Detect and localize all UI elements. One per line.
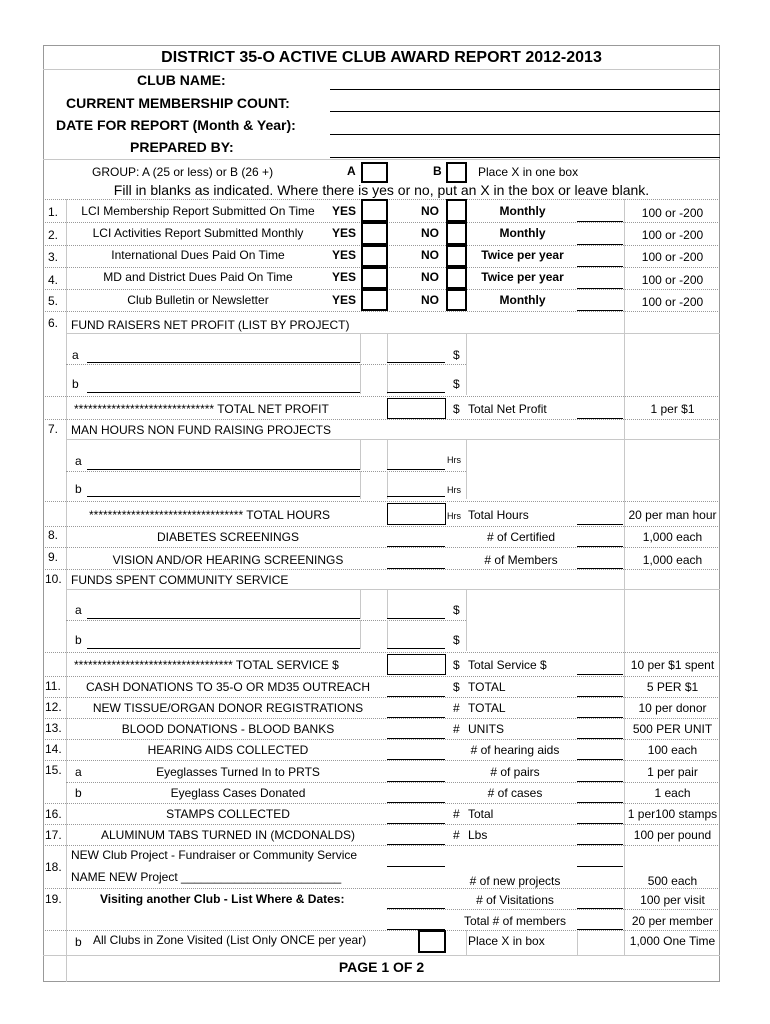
sub-label: a xyxy=(75,454,82,468)
points-value: 20 per member xyxy=(631,914,714,928)
item-label: All Clubs in Zone Visited (List Only ONCE per year) xyxy=(93,933,367,947)
hours-field[interactable] xyxy=(387,496,445,497)
unit-label: Hrs xyxy=(447,485,461,495)
prepared-by-field[interactable] xyxy=(330,157,720,158)
points-value: 100 or -200 xyxy=(641,295,704,309)
item-desc: Total # of members xyxy=(463,914,567,928)
item-number: 2. xyxy=(48,228,59,242)
item-label: HEARING AIDS COLLECTED xyxy=(147,743,309,757)
total-desc: Total Net Profit xyxy=(468,402,547,416)
points-value: 1 per100 stamps xyxy=(627,807,718,821)
item-label: DIABETES SCREENINGS xyxy=(156,530,300,544)
item-label: MD and District Dues Paid On Time xyxy=(103,270,293,284)
prepared-by-label: PREPARED BY: xyxy=(130,139,234,155)
item-number: 14. xyxy=(45,742,62,756)
item-desc: # of pairs xyxy=(490,765,540,779)
yes-checkbox[interactable] xyxy=(361,267,388,289)
points-value: 100 or -200 xyxy=(641,206,704,220)
yes-checkbox[interactable] xyxy=(361,289,388,311)
all-clubs-visited-checkbox[interactable] xyxy=(418,930,446,953)
item-label: Eyeglass Cases Donated xyxy=(170,786,306,800)
points-value: 500 each xyxy=(647,874,698,888)
item-number: 1. xyxy=(48,205,59,219)
project-name-field[interactable] xyxy=(87,618,360,619)
item-desc: # of Certified xyxy=(486,530,556,544)
project-name-field[interactable] xyxy=(87,469,360,470)
yes-label: YES xyxy=(332,293,357,307)
hours-field[interactable] xyxy=(387,469,445,470)
points-value: 100 each xyxy=(647,743,698,757)
amount-field[interactable] xyxy=(387,618,445,619)
points-value: 1,000 each xyxy=(642,553,703,567)
section-title: FUNDS SPENT COMMUNITY SERVICE xyxy=(71,573,289,587)
item-label: Visiting another Club - List Where & Dates: xyxy=(100,892,345,906)
item-number: 17. xyxy=(45,828,62,842)
item-desc: # of cases xyxy=(487,786,543,800)
frequency: Monthly xyxy=(499,226,546,240)
frequency: Twice per year xyxy=(481,270,564,284)
section-title: MAN HOURS NON FUND RAISING PROJECTS xyxy=(71,423,332,437)
no-checkbox[interactable] xyxy=(446,245,467,267)
points-value: 1,000 One Time xyxy=(629,934,716,948)
item-desc: UNITS xyxy=(468,722,504,736)
item-number: 4. xyxy=(48,273,59,287)
unit-label: $ xyxy=(453,377,460,391)
project-name-field[interactable] xyxy=(87,392,360,393)
yes-label: YES xyxy=(332,248,357,262)
amount-field[interactable] xyxy=(387,392,445,393)
points-value: 20 per man hour xyxy=(628,508,717,522)
total-net-profit-field[interactable] xyxy=(387,398,446,419)
report-date-label: DATE FOR REPORT (Month & Year): xyxy=(56,117,296,133)
group-b-checkbox[interactable] xyxy=(446,162,467,183)
project-name-field[interactable] xyxy=(87,496,360,497)
unit-label: $ xyxy=(453,633,460,647)
item-label: Club Bulletin or Newsletter xyxy=(127,293,269,307)
unit-label: # xyxy=(453,722,460,736)
yes-checkbox[interactable] xyxy=(361,222,388,245)
points-field[interactable] xyxy=(577,674,623,675)
points-value: 100 or -200 xyxy=(641,228,704,242)
group-a-label: A xyxy=(347,164,356,178)
no-checkbox[interactable] xyxy=(446,267,467,289)
group-a-checkbox[interactable] xyxy=(361,162,388,183)
item-number: 5. xyxy=(48,294,59,308)
points-value: 1,000 each xyxy=(642,530,703,544)
section-title: FUND RAISERS NET PROFIT (LIST BY PROJECT) xyxy=(71,318,350,332)
points-value: 100 or -200 xyxy=(641,250,704,264)
sub-label: b xyxy=(75,935,82,949)
points-value: 100 or -200 xyxy=(641,273,704,287)
form-title: DISTRICT 35-O ACTIVE CLUB AWARD REPORT 2012-2013 xyxy=(161,49,602,66)
group-note: Place X in one box xyxy=(478,165,579,179)
total-service-field[interactable] xyxy=(387,654,446,675)
item-label: NEW TISSUE/ORGAN DONOR REGISTRATIONS xyxy=(92,701,364,715)
item-number: 18. xyxy=(45,860,62,874)
points-value: 10 per $1 spent xyxy=(630,658,715,672)
item-number: 19. xyxy=(45,892,62,906)
sub-label: b xyxy=(75,633,82,647)
item-desc: TOTAL xyxy=(468,701,506,715)
item-desc: TOTAL xyxy=(468,680,506,694)
instructions: Fill in blanks as indicated. Where there is yes or no, put an X in the box or leave blank. xyxy=(113,182,650,198)
points-value: 100 per visit xyxy=(640,893,705,907)
unit-label: $ xyxy=(453,658,460,672)
item-line1: NEW Club Project - Fundraiser or Community Service xyxy=(71,848,358,862)
yes-checkbox[interactable] xyxy=(361,199,388,222)
item-label: Eyeglasses Turned In to PRTS xyxy=(156,765,320,779)
item-number: 9. xyxy=(48,550,59,564)
unit-label: $ xyxy=(453,348,460,362)
total-desc: Total Hours xyxy=(468,508,529,522)
sub-label: b xyxy=(72,377,79,391)
item-label: LCI Membership Report Submitted On Time xyxy=(81,204,315,218)
yes-label: YES xyxy=(332,270,357,284)
report-date-field[interactable] xyxy=(330,134,720,135)
amount-field[interactable] xyxy=(387,866,445,867)
amount-field[interactable] xyxy=(387,648,445,649)
unit-label: Hrs xyxy=(447,455,461,465)
item-desc: # of Visitations xyxy=(476,893,554,907)
no-checkbox[interactable] xyxy=(446,222,467,245)
item-desc: Place X in box xyxy=(468,934,545,948)
points-value: 10 per donor xyxy=(638,701,707,715)
total-label: ****************************** TOTAL NET PROFIT xyxy=(74,402,329,416)
item-number: 11. xyxy=(45,679,61,693)
item-label: BLOOD DONATIONS - BLOOD BANKS xyxy=(121,722,335,736)
total-label: ********************************* TOTAL HOURS xyxy=(89,508,331,522)
sub-label: a xyxy=(75,765,82,779)
group-b-label: B xyxy=(433,164,442,178)
frequency: Monthly xyxy=(499,293,546,307)
sub-label: b xyxy=(75,786,82,800)
club-name-label: CLUB NAME: xyxy=(137,72,226,88)
item-number: 12. xyxy=(45,700,62,714)
page-number: PAGE 1 OF 2 xyxy=(338,959,425,975)
unit-label: Hrs xyxy=(447,511,461,521)
item-number: 7. xyxy=(48,422,59,436)
unit-label: # xyxy=(453,701,460,715)
no-label: NO xyxy=(421,204,439,218)
new-project-name[interactable]: NAME NEW Project ________________________ xyxy=(71,870,342,884)
item-label: VISION AND/OR HEARING SCREENINGS xyxy=(112,553,344,567)
points-value: 100 per pound xyxy=(633,828,712,842)
points-field[interactable] xyxy=(577,866,623,867)
yes-label: YES xyxy=(332,204,357,218)
no-label: NO xyxy=(421,270,439,284)
item-number: 16. xyxy=(45,807,62,821)
points-value: 5 PER $1 xyxy=(646,680,699,694)
item-number: 8. xyxy=(48,528,59,542)
item-number: 13. xyxy=(45,721,62,735)
unit-label: $ xyxy=(453,402,460,416)
club-name-field[interactable] xyxy=(330,89,720,90)
total-hours-field[interactable] xyxy=(387,503,446,525)
item-desc: Lbs xyxy=(468,828,488,842)
points-value: 500 PER UNIT xyxy=(632,722,713,736)
no-label: NO xyxy=(421,248,439,262)
item-desc: # of Members xyxy=(484,553,558,567)
item-label: CASH DONATIONS TO 35-O OR MD35 OUTREACH xyxy=(85,680,371,694)
frequency: Monthly xyxy=(499,204,546,218)
sub-label: a xyxy=(75,603,82,617)
membership-count-field[interactable] xyxy=(330,111,720,112)
sub-label: b xyxy=(75,482,82,496)
total-label: ********************************** TOTAL SERVICE $ xyxy=(74,658,339,672)
item-label: ALUMINUM TABS TURNED IN (MCDONALDS) xyxy=(100,828,356,842)
group-label: GROUP: A (25 or less) or B (26 +) xyxy=(92,165,274,179)
points-value: 1 each xyxy=(654,786,691,800)
yes-label: YES xyxy=(332,226,357,240)
project-name-field[interactable] xyxy=(87,648,360,649)
item-label: STAMPS COLLECTED xyxy=(166,807,290,821)
amount-field[interactable] xyxy=(387,362,445,363)
points-value: 1 per $1 xyxy=(650,402,695,416)
item-number: 6. xyxy=(48,316,59,330)
no-checkbox[interactable] xyxy=(446,199,467,222)
frequency: Twice per year xyxy=(481,248,564,262)
no-checkbox[interactable] xyxy=(446,289,467,311)
unit-label: $ xyxy=(453,603,460,617)
item-desc: # of hearing aids xyxy=(470,743,560,757)
unit-label: # xyxy=(453,828,460,842)
no-label: NO xyxy=(421,226,439,240)
yes-checkbox[interactable] xyxy=(361,245,388,267)
membership-count-label: CURRENT MEMBERSHIP COUNT: xyxy=(66,95,290,111)
item-number: 15. xyxy=(45,763,62,777)
item-label: LCI Activities Report Submitted Monthly xyxy=(92,226,304,240)
total-desc: Total Service $ xyxy=(468,658,547,672)
item-desc: # of new projects xyxy=(469,874,561,888)
item-number: 3. xyxy=(48,250,59,264)
unit-label: # xyxy=(453,807,460,821)
points-value: 1 per pair xyxy=(647,765,698,779)
no-label: NO xyxy=(421,293,439,307)
points-field[interactable] xyxy=(577,524,623,525)
item-number: 10. xyxy=(45,572,62,586)
item-label: International Dues Paid On Time xyxy=(111,248,285,262)
sub-label: a xyxy=(72,348,79,362)
item-desc: Total xyxy=(468,807,494,821)
project-name-field[interactable] xyxy=(87,362,360,363)
unit-label: $ xyxy=(453,680,460,694)
